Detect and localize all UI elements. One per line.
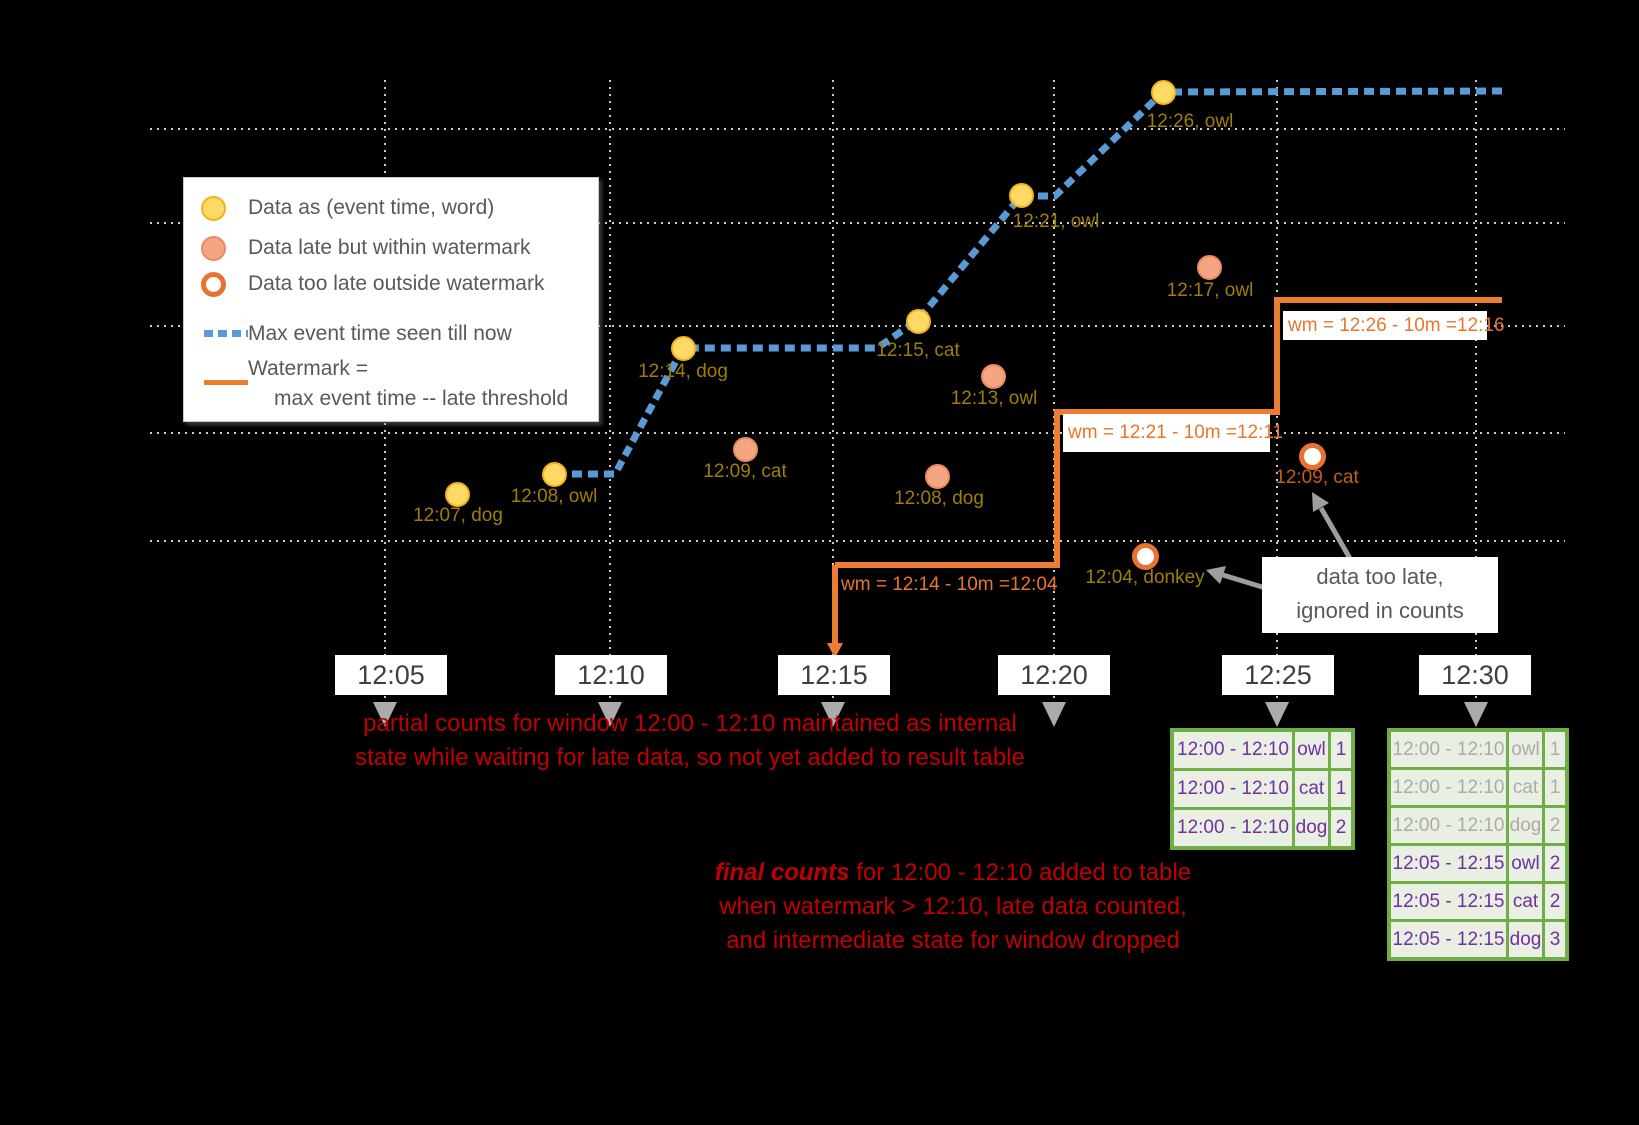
table-cell-window: 12:00 - 12:10 <box>1391 808 1506 843</box>
table-cell-count: 2 <box>1545 808 1565 843</box>
table-cell-count: 1 <box>1331 732 1351 768</box>
legend-item-max-event-time: Max event time seen till now <box>248 322 512 345</box>
watermark-value-label: wm = 12:14 - 10m =12:04 <box>841 574 1058 595</box>
table-cell-window: 12:05 - 12:15 <box>1391 884 1506 919</box>
data-point-label: 12:21, owl <box>1012 211 1100 232</box>
trigger-time-label: 12:20 <box>998 655 1110 695</box>
blue-dash-icon <box>204 330 248 337</box>
data-point-on-time <box>671 336 696 361</box>
too-late-line-1: data too late, <box>1316 564 1444 589</box>
trigger-time-label: 12:10 <box>555 655 667 695</box>
note-partial-line-1: partial counts for window 12:00 - 12:10 maintained as internal <box>363 710 1017 737</box>
note-partial-line-2: state while waiting for late data, so not yet added to result table <box>355 744 1025 771</box>
callout-arrowhead-icon <box>1206 566 1226 584</box>
table-cell-word: cat <box>1295 771 1328 807</box>
table-cell-word: dog <box>1509 808 1542 843</box>
table-cell-count: 1 <box>1545 732 1565 767</box>
note-final-emphasis: final counts <box>714 859 850 886</box>
table-cell-count: 2 <box>1545 884 1565 919</box>
orange-line-icon <box>204 380 248 385</box>
table-cell-word: cat <box>1509 770 1542 805</box>
note-final-counts <box>715 856 1191 958</box>
result-table <box>1387 728 1569 961</box>
legend <box>183 177 599 422</box>
data-point-label: 12:08, dog <box>894 488 984 509</box>
watermark-value-label: wm = 12:21 - 10m =12:11 <box>1063 414 1270 452</box>
late-dot-icon <box>201 236 226 261</box>
axis-arrowhead-icon <box>1464 702 1488 727</box>
table-cell-window: 12:05 - 12:15 <box>1391 846 1506 881</box>
data-point-late <box>733 437 758 462</box>
table-cell-count: 2 <box>1545 846 1565 881</box>
watermark-value-label: wm = 12:26 - 10m =12:16 <box>1283 311 1487 340</box>
table-cell-window: 12:00 - 12:10 <box>1174 810 1292 846</box>
data-point-label: 12:14, dog <box>638 361 728 382</box>
result-table <box>1170 728 1355 850</box>
max-event-time-line <box>556 91 1503 474</box>
data-point-on-time <box>542 462 567 487</box>
data-point-too-late <box>1132 543 1159 570</box>
table-cell-count: 2 <box>1331 810 1351 846</box>
data-point-label: 12:09, cat <box>703 461 787 482</box>
note-partial-counts <box>355 707 1025 775</box>
table-cell-word: owl <box>1295 732 1328 768</box>
data-point-label: 12:13, owl <box>950 388 1038 409</box>
note-final-line-1-rest: for 12:00 - 12:10 added to table <box>849 859 1192 886</box>
data-point-on-time <box>1151 80 1176 105</box>
note-final-line-3: and intermediate state for window dropped <box>726 927 1180 954</box>
trigger-time-label: 12:30 <box>1419 655 1531 695</box>
trigger-time-label: 12:05 <box>335 655 447 695</box>
data-point-label: 12:07, dog <box>413 505 503 526</box>
data-point-late <box>981 364 1006 389</box>
callout-arrow-line <box>1321 508 1352 562</box>
legend-item-watermark-formula: max event time -- late threshold <box>274 387 569 410</box>
too-late-callout <box>1262 557 1498 633</box>
data-point-late <box>925 464 950 489</box>
data-point-late <box>1197 255 1222 280</box>
data-point-on-time <box>906 309 931 334</box>
data-point-too-late <box>1299 443 1326 470</box>
data-point-on-time <box>1009 183 1034 208</box>
axis-arrowhead-icon <box>1042 702 1066 727</box>
data-point-label: 12:15, cat <box>876 340 960 361</box>
table-cell-word: owl <box>1509 732 1542 767</box>
table-cell-word: dog <box>1295 810 1328 846</box>
table-cell-window: 12:00 - 12:10 <box>1174 732 1292 768</box>
table-cell-count: 1 <box>1331 771 1351 807</box>
table-cell-count: 1 <box>1545 770 1565 805</box>
table-cell-window: 12:00 - 12:10 <box>1391 732 1506 767</box>
table-cell-word: owl <box>1509 846 1542 881</box>
table-cell-word: cat <box>1509 884 1542 919</box>
data-point-label: 12:09, cat <box>1275 467 1359 488</box>
note-final-line-2: when watermark > 12:10, late data counted, <box>719 893 1187 920</box>
too-late-dot-icon <box>201 272 226 297</box>
note-final-line-1 <box>715 856 1191 890</box>
trigger-time-label: 12:15 <box>778 655 890 695</box>
legend-item-watermark: Watermark = <box>248 357 368 380</box>
data-point-label: 12:26, owl <box>1146 111 1234 132</box>
data-point-label: 12:17, owl <box>1166 280 1254 301</box>
too-late-line-2: ignored in counts <box>1296 598 1464 623</box>
on-time-dot-icon <box>201 196 226 221</box>
table-cell-window: 12:00 - 12:10 <box>1391 770 1506 805</box>
legend-item-too-late: Data too late outside watermark <box>248 272 545 295</box>
table-cell-window: 12:05 - 12:15 <box>1391 922 1506 957</box>
legend-item-on-time: Data as (event time, word) <box>248 196 495 219</box>
table-cell-word: dog <box>1509 922 1542 957</box>
trigger-time-label: 12:25 <box>1222 655 1334 695</box>
axis-arrowhead-icon <box>1265 702 1289 727</box>
data-point-label: 12:08, owl <box>510 486 598 507</box>
table-cell-window: 12:00 - 12:10 <box>1174 771 1292 807</box>
data-point-on-time <box>445 482 470 507</box>
legend-item-late: Data late but within watermark <box>248 236 531 259</box>
data-point-label: 12:04, donkey <box>1085 567 1205 588</box>
table-cell-count: 3 <box>1545 922 1565 957</box>
